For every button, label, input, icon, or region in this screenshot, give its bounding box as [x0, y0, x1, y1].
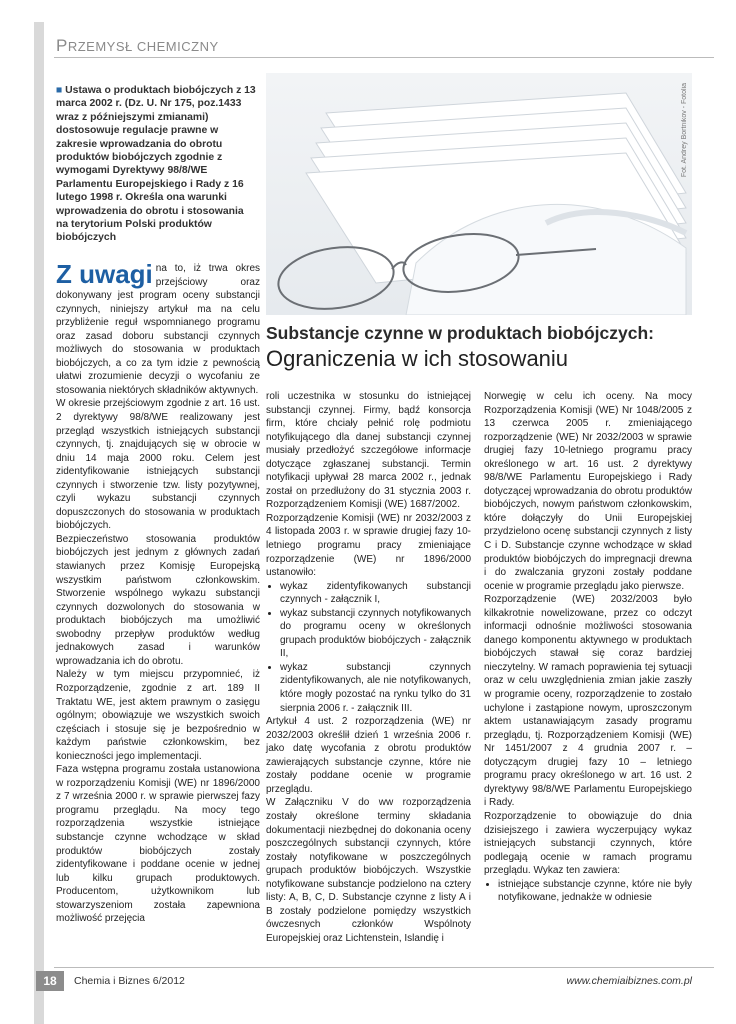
paragraph: Artykuł 4 ust. 2 rozporządzenia (WE) nr 2032/2003 określił dzień 1 września 2006 r. jako datę wycofania z obrotu produktów zawierających substancje czynne, które nie zostały poddane ocenie w programie przeglądu.	[266, 716, 471, 795]
paragraph: roli uczestnika w stosunku do istniejącej substancji czynnej. Firmy, bądź konsorcja firm, które chciały pełnić rolę podmiotu notyfikującego dla danej substancji czynnej musiały przedłożyć szczegółowe informacje dotyczące zgłaszanej substancji. Termin notyfikacji upływał 28 marca 2002 r., jednak został on przedłużony do 31 stycznia 2003 r. Rozporządzeniem Komisji (WE) 1687/2002.	[266, 391, 471, 511]
article-photo	[266, 73, 692, 315]
text-column-2	[266, 390, 471, 945]
section-header	[56, 36, 219, 56]
paragraph-text: na to, iż trwa okres przejściowy oraz dokonywany jest program oceny substancji czynnych, niniejszy artykuł ma na celu przybliżenie reguł wspomnianego programu oraz zasad doboru substancji czynnych możliwych do stosowania w produktach biobójczych, a co za tym idzie z pewnością ułatwi zrozumienie decyzji o wycofaniu ze stosowania niektórych składników aktywnych.	[56, 263, 260, 396]
drop-cap-words: Z uwagi	[56, 259, 153, 289]
header-rule	[54, 57, 714, 58]
text-column-1	[56, 259, 260, 926]
list-item: • wykaz zidentyfikowanych substancji czynnych - załącznik I,	[280, 580, 471, 607]
paragraph: Bezpieczeństwo stosowania produktów biobójczych jest jednym z głównych zadań stawianych przez Komisję Europejską wszystkim państwom członkowskim. Stworzenie wspólnego wykazu substancji czynnych dozwolonych do stosowania w produktach biobójczych ma umożliwić swobodny przepływ produktów według jednakowych zasad i warunków wprowadzania ich do obrotu.	[56, 533, 260, 667]
lead-text: Ustawa o produktach biobójczych z 13 marca 2002 r. (Dz. U. Nr 175, poz.1433 wraz z późniejszymi zmianami) dostosowuje regulacje prawne w zakresie wprowadzania do obrotu produktów biobójczych zgodnie z wymogami Dyrektywy 98/8/WE Parlamentu Europejskiego i Rady z 16 lutego 1998 r. Określa ona warunki wprowadzenia do obrotu i stosowania na terytorium Polski produktów biobójczych	[56, 85, 256, 244]
paragraph: Rozporządzenie Komisji (WE) nr 2032/2003 z 4 listopada 2003 r. w sprawie drugiej fazy 10-letniego programu pracy zmieniające rozporządzenie (WE) nr 1896/2000 ustanowiło:	[266, 512, 471, 579]
paragraph: W Załączniku V do ww rozporządzenia zostały określone terminy składania dokumentacji niezbędnej do dokonania oceny poszczególnych substancji czynnych, które zostały notyfikowane w poszczególnych grupach produktów biobójczych. Wszystkie notyfikowane substancje podzielono na cztery listy: A, B, C, D. Substancje czynne z listy A i B zostały podzielone pomiędzy wszystkich ówczesnych członków Wspólnoty Europejskiej oraz Lichtenstein, Islandię i	[266, 797, 471, 944]
paragraph: W okresie przejściowym zgodnie z art. 16 ust. 2 dyrektywy 98/8/WE realizowany jest przegląd wszystkich istniejących substancji czynnych, tj. znajdujących się w obrocie w dniu 14 maja 2000 roku. Celem jest zidentyfikowanie istniejących substancji czynnych i stworzenie tzw. listy pozytywnej, czyli wykazu substancji czynnych dopuszczonych do stosowania w produktach biobójczych.	[56, 398, 260, 532]
photo-credit: Fot. Andrey Bortnikov - Fotolia	[681, 83, 688, 178]
square-bullet-icon: ■	[56, 85, 63, 96]
list-item: • wykaz substancji czynnych zidentyfikowanych, ale nie notyfikowanych, które mogły pozostać na rynku tylko do 31 sierpnia 2006 r. - załącznik III.	[280, 661, 471, 715]
section-header-text: RZEMYSŁ CHEMICZNY	[67, 39, 219, 54]
paragraph: Rozporządzenie to obowiązuje do dnia dzisiejszego i zawiera wyczerpujący wykaz istniejących substancji czynnych, które podlegają ocenie w ramach programu przeglądu. Wykaz ten zawiera:	[484, 810, 692, 877]
paragraph: Faza wstępna programu została ustanowiona w rozporządzeniu Komisji (WE) nr 1896/2000 z 7 września 2000 r. w sprawie pierwszej fazy programu przeglądu. Na mocy tego rozporządzenia wszystkie istniejące substancje czynne wchodzące w skład produktów biobójczych zostały zidentyfikowane i poddane ocenie w jednej lub kilku grupach produktowych. Producentom, użytkownikom lub stowarzyszeniom została zapewniona możliwość przejęcia	[56, 764, 260, 925]
paragraph: Norwegię w celu ich oceny. Na mocy Rozporządzenia Komisji (WE) Nr 1048/2005 z 13 czerwca 2005 r. zmieniającego rozporządzenie (WE) Nr 2032/2003 w sprawie drugiej fazy 10-letniego programu pracy określonego w art. 16 ust. 2 dyrektywy 98/8/WE Parlamentu Europejskiego i Rady dotyczącej wprowadzania do obrotu produktów biobójczych, nowym państwom członkowskim, które dołączyły do Unii Europejskiej przydzielono ocenę substancji czynnych z listy C i D. Substancje czynne wchodzące w skład produktów biobójczych do impregnacji drewna i do zwalczania gryzoni zostały poddane ocenie w programie przeglądu jako pierwsze.	[484, 391, 692, 592]
lead-paragraph	[56, 84, 256, 245]
bullet-list	[266, 580, 471, 715]
list-item: • istniejące substancje czynne, które nie były notyfikowane, jednakże w odniesie	[498, 878, 692, 905]
section-header-initial: P	[56, 36, 68, 55]
article-subtitle: Substancje czynne w produktach biobójczych:	[266, 323, 654, 343]
article-title: Ograniczenia w ich stosowaniu	[266, 346, 569, 371]
magazines-glasses-image	[266, 73, 692, 315]
footer-rule	[54, 967, 714, 968]
paragraph: Rozporządzenie (WE) 2032/2003 było kilkakrotnie nowelizowane, przez co odczyt informacji odnośnie możliwości stosowania danego komponentu aktywnego w produktach biobójczych stawał się coraz bardziej nieczytelny. W ramach poprawienia tej sytuacji oraz w celu uwzględnienia zmian jakie zaszły w programie oceny, rozporządzenie to zostało uchylone i zastąpione nowym, uproszczonym aktem ustanawiającym zasady programu przeglądu, tj. Rozporządzeniem Komisji (WE) Nr 1451/2007 z 4 grudnia 2007 r. – dotyczącym drugiej fazy 10 – letniego programu pracy określonego w art. 16 ust. 2 dyrektywy 98/8/WE Parlamentu Europejskiego i Rady.	[484, 594, 692, 809]
page-number: 18	[36, 971, 64, 991]
paragraph: Należy w tym miejscu przypomnieć, iż Rozporządzenie, zgodnie z art. 189 II Traktatu WE, jest aktem prawnym o zasięgu ogólnym; obowiązuje we wszystkich swoich częściach i stosuje się je bezpośrednio w każdym państwie członkowskim, bez konieczności jego implementacji.	[56, 669, 260, 762]
publication-issue: Chemia i Biznes 6/2012	[74, 975, 185, 987]
intro-paragraph	[56, 259, 260, 397]
bullet-list	[484, 878, 692, 905]
list-item: • wykaz substancji czynnych notyfikowanych do programu oceny w określonych grupach produktów biobójczych - załącznik II,	[280, 607, 471, 661]
left-margin-bar	[34, 22, 44, 1024]
website-url: www.chemiaibiznes.com.pl	[566, 975, 692, 987]
text-column-3	[484, 390, 692, 905]
